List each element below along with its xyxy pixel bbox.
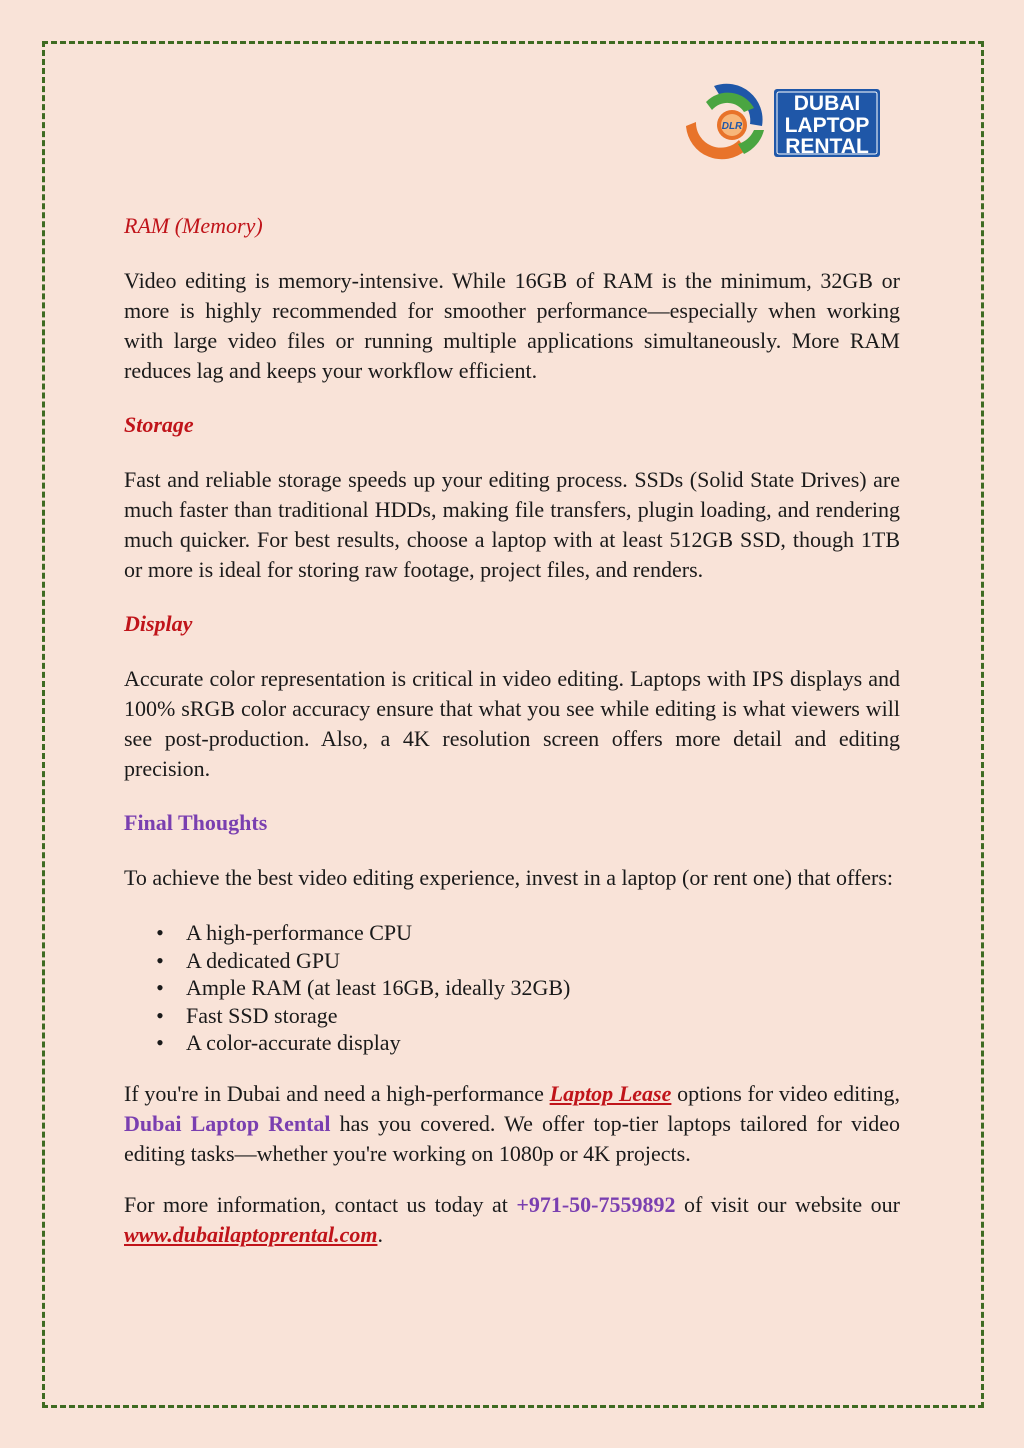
logo-word-laptop: LAPTOP [784,114,870,137]
bullet-icon: • [156,1030,164,1056]
phone-number[interactable]: +971-50-7559892 [516,1191,676,1217]
heading-storage: Storage [124,412,194,437]
heading-display: Display [124,611,193,636]
logo-emblem [686,84,764,160]
list-item: • A color-accurate display [186,1029,900,1057]
logo-badge-text: DLR [721,121,743,132]
feature-list [124,919,900,1057]
paragraph-contact: For more information, contact us today at +971-50-7559892 of visit our website our www.dubailaptoprental.com. [124,1191,900,1247]
heading-ram: RAM (Memory) [124,213,263,238]
bullet-icon: • [156,947,164,973]
website-link[interactable]: www.dubailaptoprental.com [124,1221,378,1247]
bullet-icon: • [156,975,164,1001]
logo-word-rental: RENTAL [785,135,869,158]
bullet-icon: • [156,920,164,945]
laptop-lease-link[interactable]: Laptop Lease [549,1080,672,1106]
bullet-icon: • [156,1002,164,1028]
paragraph-final-intro: To achieve the best video editing experience, invest in a laptop (or rent one) that offers: [124,865,894,890]
paragraph-laptop-lease: If you're in Dubai and need a high-performance Laptop Lease options for video editing, Dubai Laptop Rental has you covered. We offer top-tier laptops tailored for video editing tasks—whether you're working on 1080p or 4K projects. [124,1080,901,1166]
list-item: • Fast SSD storage [186,1002,900,1030]
dubai-laptop-rental-logo[interactable] [684,80,884,164]
logo-word-dubai: DUBAI [793,92,861,115]
article-body [124,208,900,1250]
heading-final-thoughts: Final Thoughts [124,810,268,835]
list-item: • A high-performance CPU [186,919,900,947]
list-item: • A dedicated GPU [186,947,900,975]
list-item: • Ample RAM (at least 16GB, ideally 32GB) [186,974,900,1002]
paragraph-display: Accurate color representation is critical in video editing. Laptops with IPS displays and 100% sRGB color accuracy ensure that what you see while editing is what viewers will see post-production. Also, a 4K resolution screen offers more detail and editing precision. [124,666,900,781]
logo-wordmark [774,89,880,158]
paragraph-storage: Fast and reliable storage speeds up your editing process. SSDs (Solid State Drives) are much faster than traditional HDDs, making file transfers, plugin loading, and rendering much quicker. For best results, choose a laptop with at least 512GB SSD, though 1TB or more is ideal for storing raw footage, project files, and renders. [124,467,900,582]
brand-name: Dubai Laptop Rental [124,1110,331,1136]
paragraph-ram: Video editing is memory-intensive. While 16GB of RAM is the minimum, 32GB or more is highly recommended for smoother performance—especially when working with large video files or running multiple applications simultaneously. More RAM reduces lag and keeps your workflow efficient. [124,268,900,383]
